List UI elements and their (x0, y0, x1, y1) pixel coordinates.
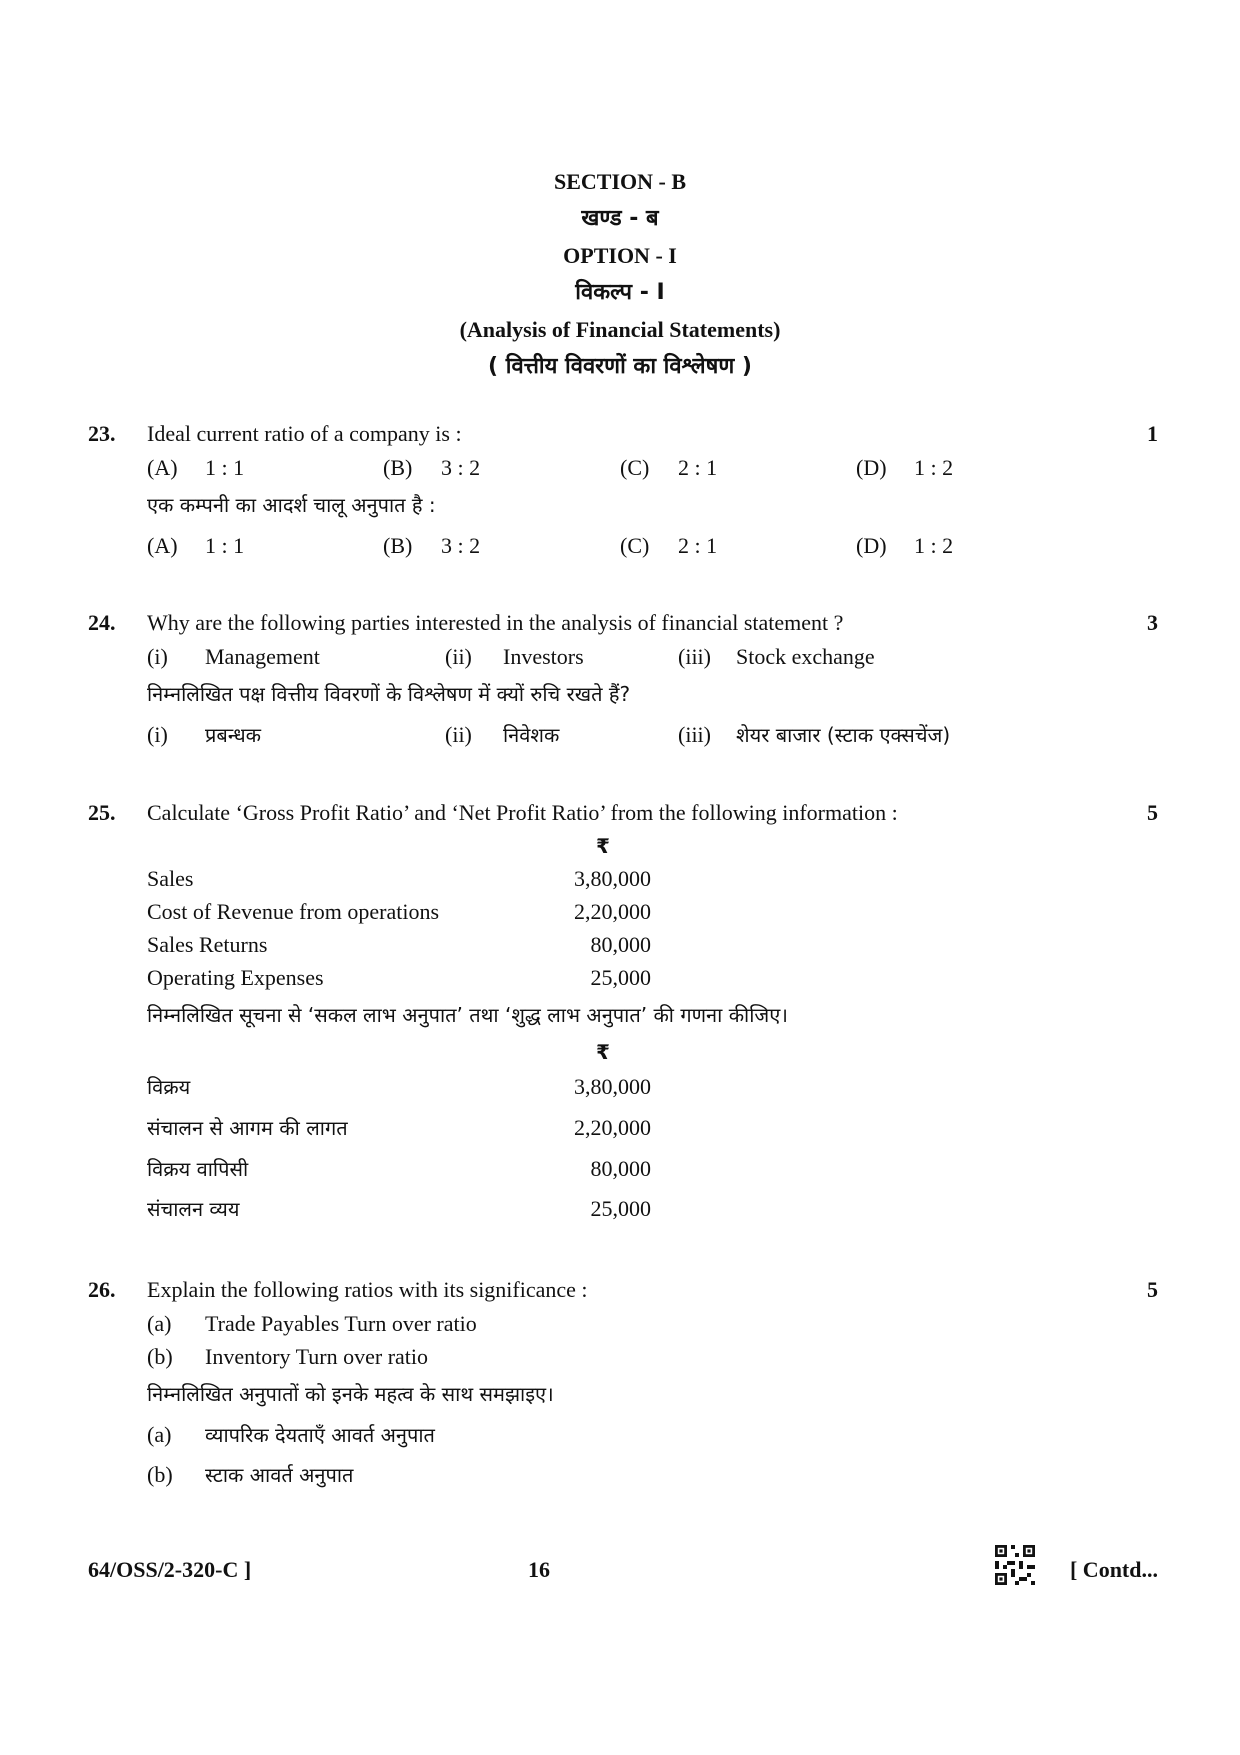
question-marks: 3 (1147, 610, 1158, 635)
question-text-en: Ideal current ratio of a company is : (147, 421, 462, 446)
topic-title-hi: ( वित्तीय विवरणों का विश्लेषण ) (488, 354, 752, 379)
table-row: संचालन से आगम की लागत 2,20,000 (147, 1115, 651, 1140)
question-text-en: Explain the following ratios with its significance : (147, 1277, 588, 1302)
table-row: Operating Expenses 25,000 (147, 965, 651, 990)
question-number: 25. (88, 800, 116, 825)
paper-code: 64/OSS/2-320-C ] (88, 1557, 252, 1582)
party-management-hi: (i) प्रबन्धक (147, 722, 261, 747)
page-footer (88, 1557, 1158, 1597)
question-marks: 5 (1147, 1277, 1158, 1302)
option-title-en: OPTION - I (563, 243, 677, 268)
party-stock-exchange: (iii) Stock exchange (678, 644, 875, 669)
question-text-en: Why are the following parties interested in the analysis of financial statement ? (147, 610, 844, 635)
table-row: विक्रय 3,80,000 (147, 1074, 651, 1099)
question-number: 24. (88, 610, 116, 635)
rupee-icon: ₹ (596, 834, 610, 858)
question-number: 26. (88, 1277, 116, 1302)
party-stock-exchange-hi: (iii) शेयर बाजार (स्टाक एक्सचेंज) (678, 722, 951, 747)
option-d: (D) 1 : 2 (856, 533, 954, 558)
option-b: (B) 3 : 2 (383, 533, 481, 558)
option-d: (D) 1 : 2 (856, 455, 954, 480)
option-c: (C) 2 : 1 (620, 455, 718, 480)
question-marks: 5 (1147, 800, 1158, 825)
continued-note: [ Contd... (1069, 1557, 1158, 1582)
question-24 (88, 610, 1158, 760)
question-text-hi: एक कम्पनी का आदर्श चालू अनुपात है : (147, 493, 436, 517)
option-title-hi: विकल्प - I (575, 280, 665, 305)
question-text-hi: निम्नलिखित सूचना से ‘सकल लाभ अनुपात’ तथा ‘शुद्ध लाभ अनुपात’ की गणना कीजिए। (147, 1003, 788, 1027)
question-text-hi: निम्नलिखित पक्ष वित्तीय विवरणों के विश्लेषण में क्यों रुचि रखते हैं? (147, 682, 631, 706)
section-header (0, 163, 1240, 385)
table-row: Sales 3,80,000 (147, 866, 651, 891)
amount-table-en (147, 864, 651, 999)
question-text-en: Calculate ‘Gross Profit Ratio’ and ‘Net Profit Ratio’ from the following information : (147, 800, 898, 825)
option-b: (B) 3 : 2 (383, 455, 481, 480)
qr-code-icon (995, 1545, 1035, 1585)
table-row: Sales Returns 80,000 (147, 932, 651, 957)
section-title-en: SECTION - B (553, 169, 687, 194)
question-marks: 1 (1147, 421, 1158, 446)
table-row: Cost of Revenue from operations 2,20,000 (147, 899, 651, 924)
question-25 (88, 800, 1158, 1230)
section-title-hi: खण्ड - ब (581, 206, 659, 231)
options-row-hi (147, 531, 1047, 561)
parties-row-hi (147, 720, 1047, 750)
party-investors-hi: (ii) निवेशक (445, 722, 560, 747)
rupee-icon: ₹ (596, 1040, 610, 1064)
question-23 (88, 421, 1158, 571)
question-text-hi: निम्नलिखित अनुपातों को इनके महत्व के साथ समझाइए। (147, 1382, 554, 1406)
table-row: विक्रय वापिसी 80,000 (147, 1156, 651, 1181)
option-c: (C) 2 : 1 (620, 533, 718, 558)
option-a: (A) 1 : 1 (147, 455, 245, 480)
amount-table-hi (147, 1072, 651, 1222)
party-management: (i) Management (147, 644, 320, 669)
option-a: (A) 1 : 1 (147, 533, 245, 558)
parties-row-en (147, 642, 1047, 672)
party-investors: (ii) Investors (445, 644, 584, 669)
options-row-en (147, 453, 1047, 483)
topic-title-en: (Analysis of Financial Statements) (459, 317, 781, 342)
question-26: 26. Explain the following ratios with its significance : 5 (a) Trade Payables Turn over ratio (b) Inventory Turn over ratio निम्नलिखित अनुपातों को इनके महत्व के साथ समझाइए। (a) व्यापरिक देयताएँ आवर्त अनुपात (b) स्टाक आवर्त अनुपात (88, 1277, 1158, 1487)
question-number: 23. (88, 421, 116, 446)
page-number: 16 (528, 1557, 550, 1582)
table-row: संचालन व्यय 25,000 (147, 1196, 651, 1221)
